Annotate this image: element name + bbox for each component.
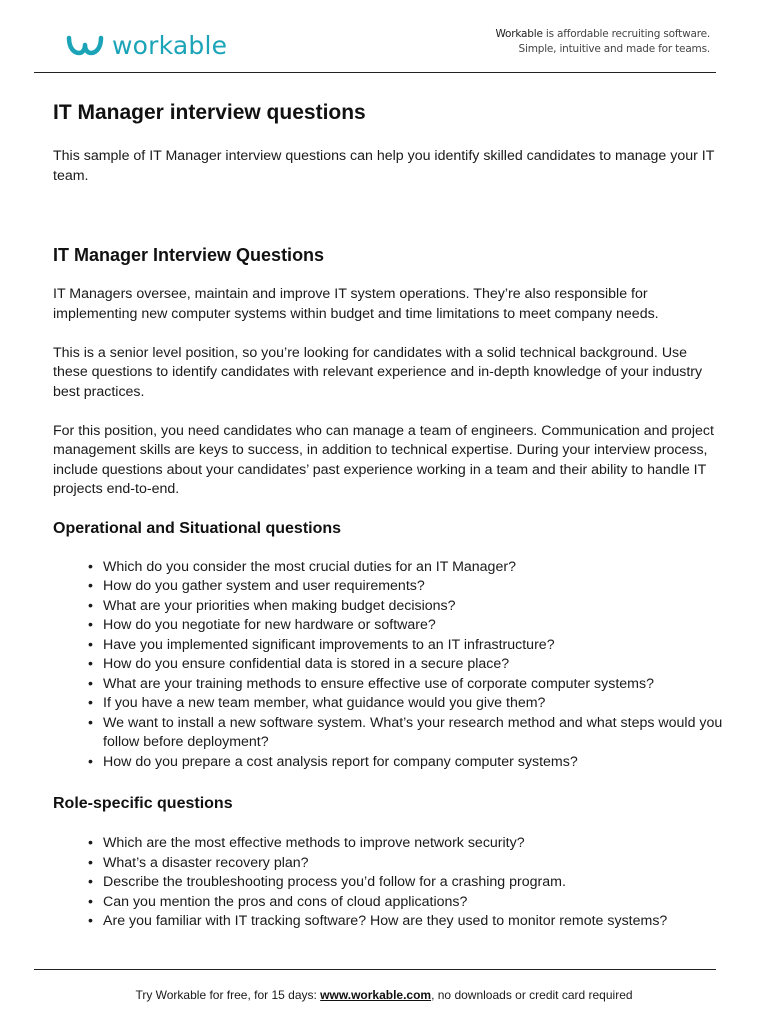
footer-prefix: Try Workable for free, for 15 days: — [135, 988, 321, 1002]
tagline-line-2: Simple, intuitive and made for teams. — [518, 43, 710, 55]
intro-paragraph: This sample of IT Manager interview questions can help you identify skilled candidates to manage your IT team. — [53, 148, 715, 184]
list-item: • What are your priorities when making budget decisions? — [103, 597, 723, 617]
page-header — [0, 0, 768, 72]
list-item: • Are you familiar with IT tracking software? How are they used to monitor remote systems? — [103, 912, 723, 932]
workable-logo[interactable] — [66, 28, 227, 64]
list-item: • Which are the most effective methods to improve network security? — [103, 834, 723, 854]
list-item: • How do you negotiate for new hardware or software? — [103, 616, 723, 636]
section-paragraph-1: IT Managers oversee, maintain and improve IT system operations. They’re also responsible for implementing new computer systems within budget and time limitations to meet company needs. — [53, 286, 659, 322]
list-item: • Have you implemented significant improvements to an IT infrastructure? — [103, 636, 723, 656]
list-item: • If you have a new team member, what guidance would you give them? — [103, 694, 723, 714]
operational-list — [53, 558, 723, 773]
list-item: • Can you mention the pros and cons of cloud applications? — [103, 893, 723, 913]
header-divider — [34, 72, 716, 73]
tagline-line-1 — [495, 27, 710, 42]
workable-website-link[interactable]: www.workable.com — [320, 988, 432, 1002]
list-item: • What’s a disaster recovery plan? — [103, 854, 723, 874]
page-footer — [0, 987, 768, 1003]
list-item: • What are your training methods to ensure effective use of corporate computer systems? — [103, 675, 723, 695]
page-title: IT Manager interview questions — [53, 101, 366, 124]
list-item: • How do you ensure confidential data is stored in a secure place? — [103, 655, 723, 675]
role-specific-list — [53, 834, 723, 932]
operational-heading: Operational and Situational questions — [53, 519, 342, 537]
section-heading: IT Manager Interview Questions — [53, 245, 325, 265]
tagline-line-1-rest: is affordable recruiting software. — [542, 28, 710, 40]
main-content — [53, 98, 723, 932]
list-item: • We want to install a new software system. What’s your research method and what steps would you follow before deployment? — [103, 714, 723, 753]
role-specific-heading: Role-specific questions — [53, 795, 233, 812]
workable-logo-icon — [66, 34, 104, 58]
tagline-brand: Workable — [495, 28, 543, 40]
header-tagline — [495, 27, 710, 57]
section-paragraph-2: This is a senior level position, so you’re looking for candidates with a solid technical background. Use these questions to identify candidates with relevant experience and in-depth knowledge of your industry best practices. — [53, 344, 703, 400]
list-item: • Which do you consider the most crucial duties for an IT Manager? — [103, 558, 723, 578]
logo-wordmark: workable — [112, 31, 228, 60]
section-paragraph-3: For this position, you need candidates who can manage a team of engineers. Communication and project management skills are keys to success, in addition to technical expertise. During your interview process, include questions about your candidates’ past experience working in a team and their ability to handle IT projects end-to-end. — [53, 422, 714, 497]
list-item: • How do you gather system and user requirements? — [103, 577, 723, 597]
list-item: • Describe the troubleshooting process you’d follow for a crashing program. — [103, 873, 723, 893]
list-item: • How do you prepare a cost analysis report for company computer systems? — [103, 753, 723, 773]
footer-divider — [34, 969, 716, 970]
footer-suffix: , no downloads or credit card required — [431, 988, 633, 1002]
